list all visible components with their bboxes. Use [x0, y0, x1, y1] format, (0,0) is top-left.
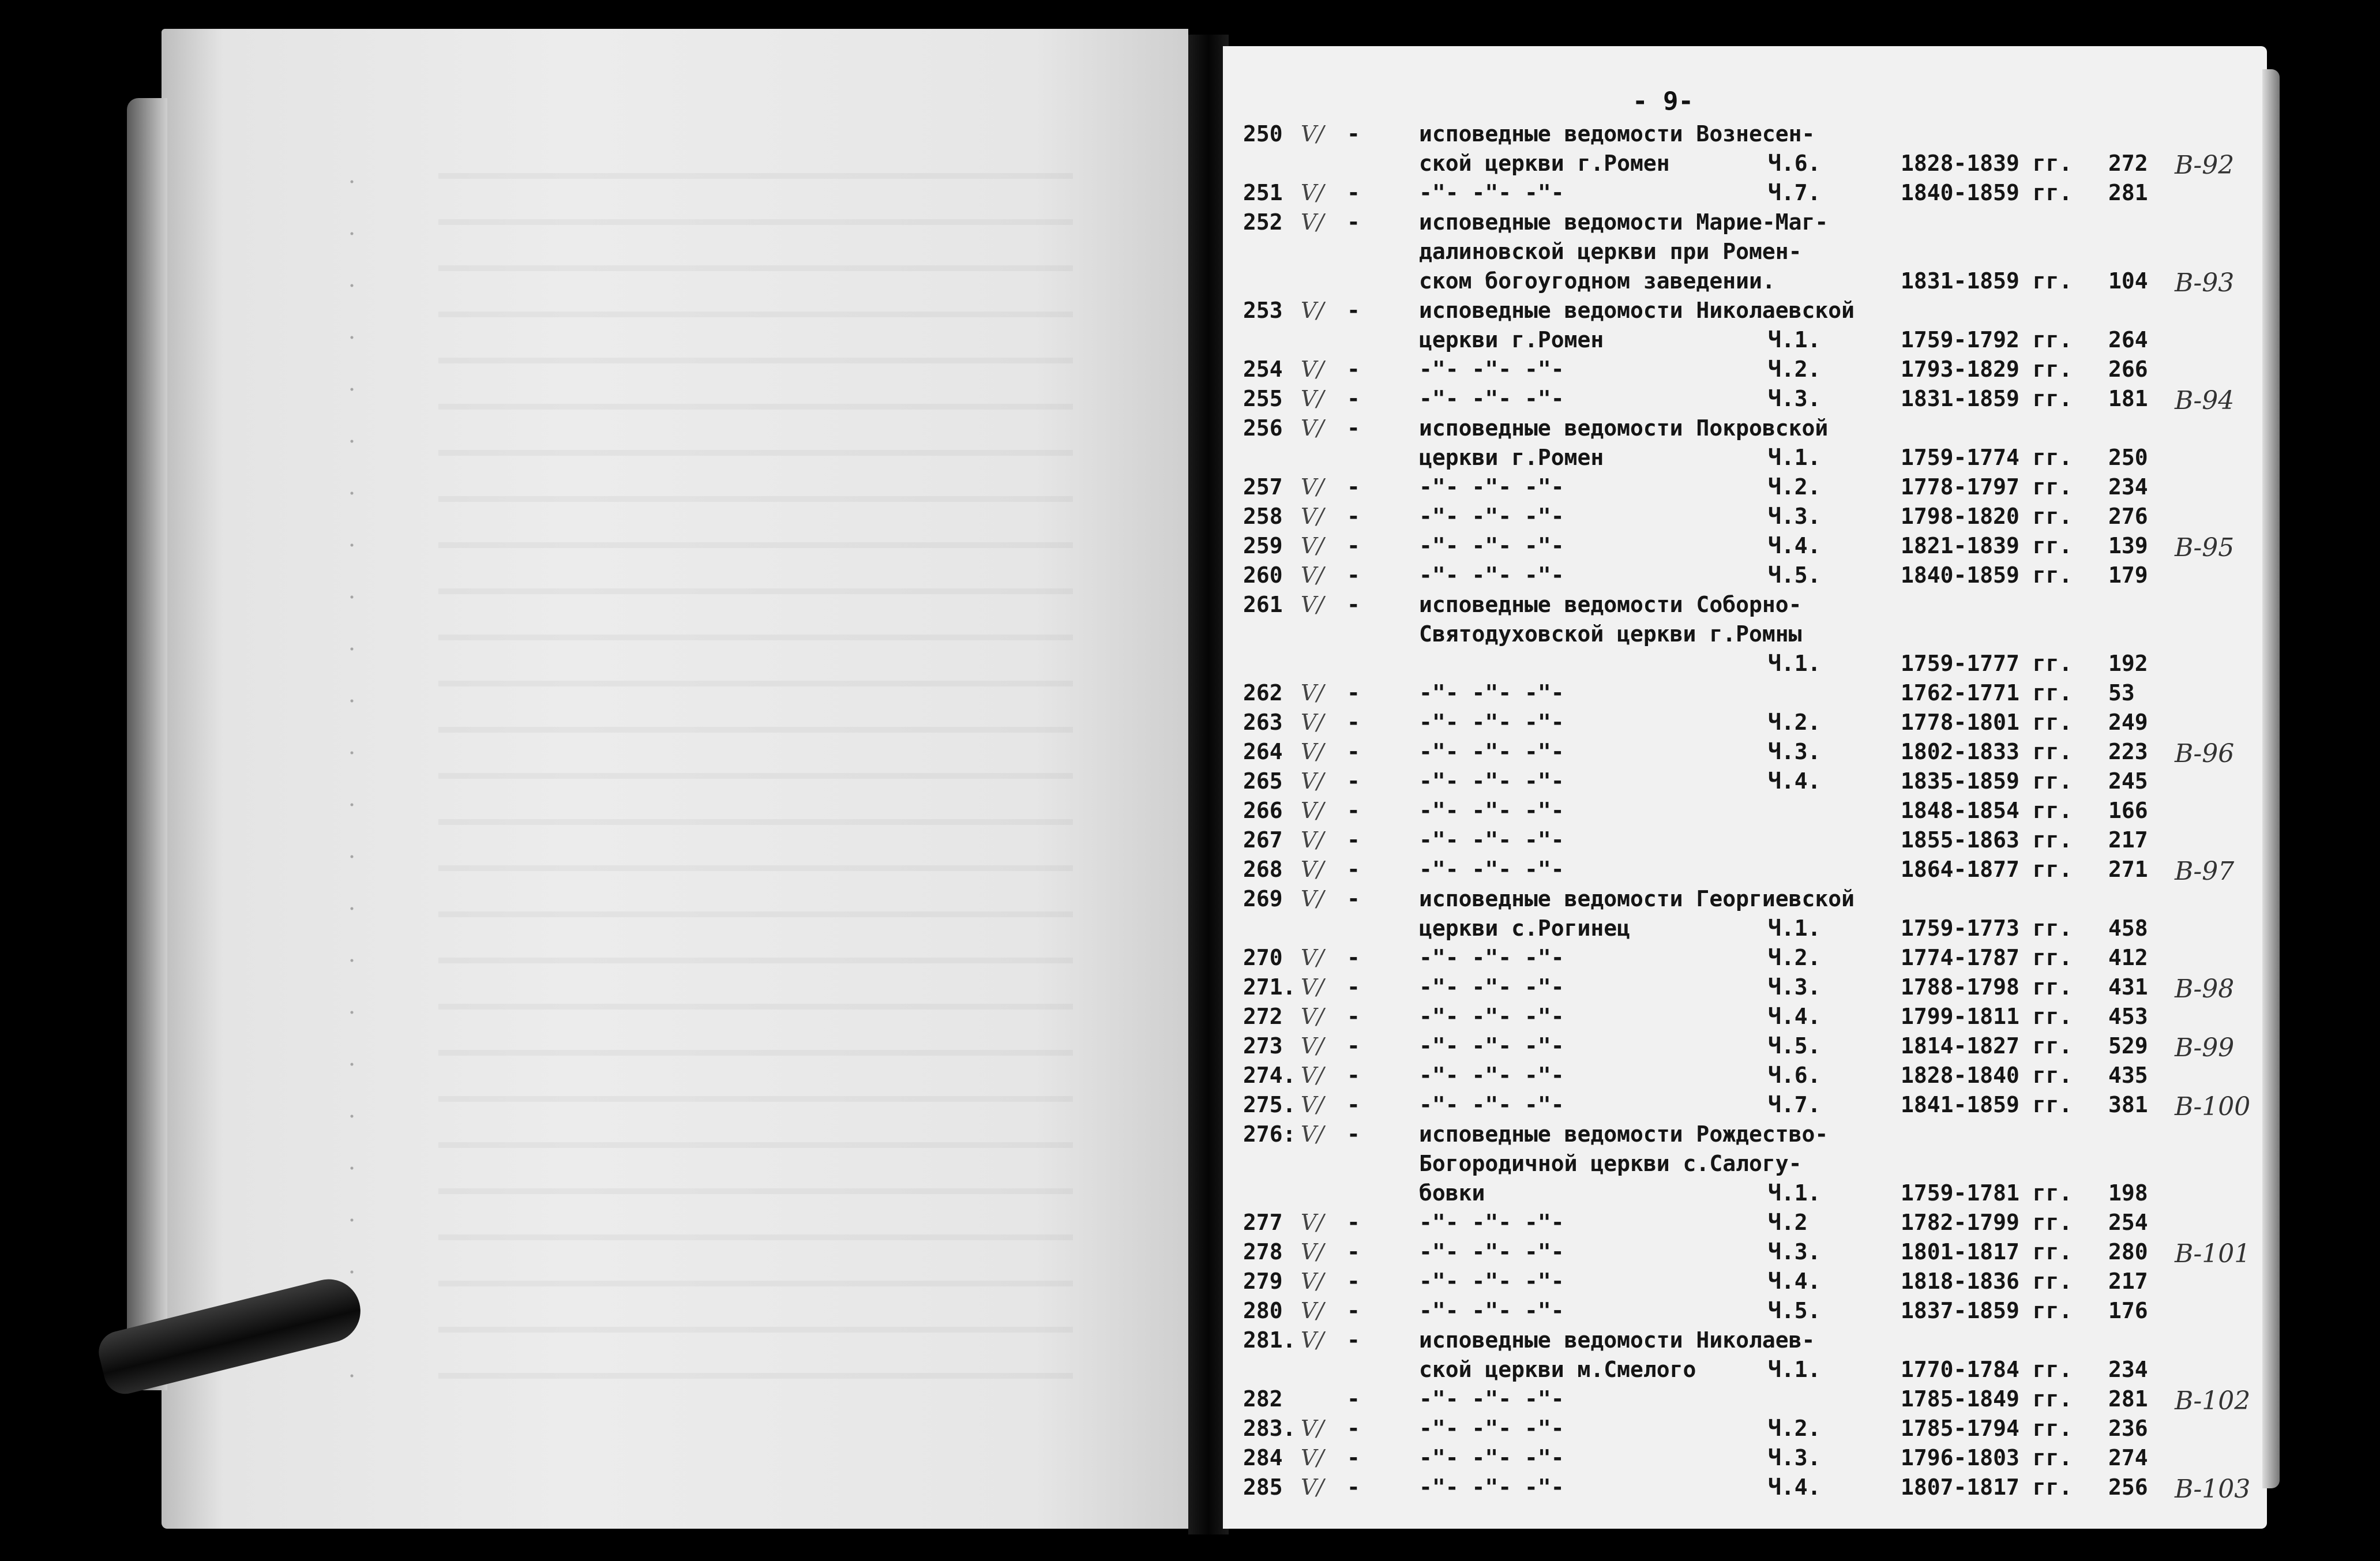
check-mark: V/	[1301, 798, 1324, 823]
check-mark: V/	[1301, 739, 1324, 764]
entry-part: Ч.2.	[1768, 710, 1821, 735]
check-mark: V/	[1301, 1210, 1324, 1235]
entry-dash: -	[1347, 1004, 1360, 1029]
entry-description: исповедные ведомости Соборно-	[1419, 592, 1802, 617]
check-mark: V/	[1301, 1121, 1324, 1147]
entry-pages: 281	[2108, 1386, 2148, 1412]
entry-years: 1835-1859 гг.	[1901, 768, 2073, 794]
entry-dash: -	[1347, 533, 1360, 558]
entry-number: 283.	[1243, 1416, 1296, 1441]
entry-description: бовки	[1419, 1180, 1485, 1206]
entry-pages: 412	[2108, 945, 2148, 970]
check-mark: V/	[1301, 680, 1324, 706]
entry-description: -"- -"- -"-	[1419, 798, 1564, 823]
entry-pages: 435	[2108, 1063, 2148, 1088]
entry-dash: -	[1347, 121, 1360, 147]
check-mark: V/	[1301, 827, 1324, 853]
entry-number: 255	[1243, 386, 1283, 411]
entry-pages: 529	[2108, 1033, 2148, 1059]
entry-pages: 256	[2108, 1474, 2148, 1500]
check-mark: V/	[1301, 974, 1324, 1000]
entry-pages: 181	[2108, 386, 2148, 411]
entry-pages: 274	[2108, 1445, 2148, 1470]
entry-part: Ч.3.	[1768, 504, 1821, 529]
entry-description: исповедные ведомости Покровской	[1419, 415, 1829, 441]
entry-description: -"- -"- -"-	[1419, 945, 1564, 970]
check-mark: V/	[1301, 562, 1324, 588]
entry-years: 1801-1817 гг.	[1901, 1239, 2073, 1264]
entry-part: Ч.6.	[1768, 151, 1821, 176]
entry-part: Ч.5.	[1768, 562, 1821, 588]
check-mark: V/	[1301, 945, 1324, 970]
entry-number: 285	[1243, 1474, 1283, 1500]
entry-part: Ч.1.	[1768, 651, 1821, 676]
entry-code: В-101	[2175, 1239, 2251, 1269]
entry-pages: 250	[2108, 445, 2148, 470]
entry-dash: -	[1347, 945, 1360, 970]
entry-part: Ч.4.	[1768, 1004, 1821, 1029]
entry-number: 266	[1243, 798, 1283, 823]
entry-code: В-102	[2175, 1386, 2251, 1416]
entry-pages: 217	[2108, 1269, 2148, 1294]
entry-number: 270	[1243, 945, 1283, 970]
entry-dash: -	[1347, 1121, 1360, 1147]
entry-dash: -	[1347, 592, 1360, 617]
entry-code: В-92	[2175, 151, 2235, 180]
entry-number: 269	[1243, 886, 1283, 911]
entry-years: 1828-1839 гг.	[1901, 151, 2073, 176]
entry-part: Ч.2.	[1768, 357, 1821, 382]
entry-pages: 223	[2108, 739, 2148, 764]
entry-pages: 198	[2108, 1180, 2148, 1206]
entry-code: В-95	[2175, 533, 2235, 562]
entry-pages: 245	[2108, 768, 2148, 794]
entry-description: -"- -"- -"-	[1419, 533, 1564, 558]
entry-description: -"- -"- -"-	[1419, 1445, 1564, 1470]
entry-years: 1785-1794 гг.	[1901, 1416, 2073, 1441]
entry-description: ской церкви г.Ромен	[1419, 151, 1670, 176]
entry-years: 1814-1827 гг.	[1901, 1033, 2073, 1059]
entry-code: В-96	[2175, 739, 2235, 768]
entry-number: 256	[1243, 415, 1283, 441]
entry-years: 1807-1817 гг.	[1901, 1474, 2073, 1500]
entry-number: 259	[1243, 533, 1283, 558]
entry-dash: -	[1347, 1063, 1360, 1088]
entry-part: Ч.1.	[1768, 445, 1821, 470]
check-mark: V/	[1301, 1474, 1324, 1500]
entry-description: -"- -"- -"-	[1419, 1004, 1564, 1029]
entry-years: 1793-1829 гг.	[1901, 357, 2073, 382]
entry-description: -"- -"- -"-	[1419, 768, 1564, 794]
check-mark: V/	[1301, 1269, 1324, 1294]
entry-pages: 254	[2108, 1210, 2148, 1235]
entry-number: 276:	[1243, 1121, 1296, 1147]
entry-years: 1802-1833 гг.	[1901, 739, 2073, 764]
check-mark: V/	[1301, 209, 1324, 235]
check-mark: V/	[1301, 768, 1324, 794]
entry-dash: -	[1347, 386, 1360, 411]
entry-part: Ч.4.	[1768, 533, 1821, 558]
entry-dash: -	[1347, 209, 1360, 235]
entry-description: церкви г.Ромен	[1419, 327, 1604, 352]
entry-description: исповедные ведомости Георгиевской	[1419, 886, 1855, 911]
entry-description: церкви г.Ромен	[1419, 445, 1604, 470]
check-mark: V/	[1301, 710, 1324, 735]
entry-years: 1831-1859 гг.	[1901, 268, 2073, 294]
check-mark: V/	[1301, 298, 1324, 323]
entry-dash: -	[1347, 562, 1360, 588]
entry-years: 1759-1774 гг.	[1901, 445, 2073, 470]
entry-description: -"- -"- -"-	[1419, 1474, 1564, 1500]
entry-part: Ч.2.	[1768, 1416, 1821, 1441]
entry-years: 1831-1859 гг.	[1901, 386, 2073, 411]
entry-part: Ч.3.	[1768, 974, 1821, 1000]
entry-pages: 271	[2108, 857, 2148, 882]
entry-part: Ч.1.	[1768, 915, 1821, 941]
entry-dash: -	[1347, 474, 1360, 500]
entry-dash: -	[1347, 974, 1360, 1000]
entry-number: 282	[1243, 1386, 1283, 1412]
entry-part: Ч.7.	[1768, 1092, 1821, 1117]
entry-number: 252	[1243, 209, 1283, 235]
entry-description: -"- -"- -"-	[1419, 1386, 1564, 1412]
entry-number: 263	[1243, 710, 1283, 735]
entry-description: далиновской церкви при Ромен-	[1419, 239, 1802, 264]
entry-description: -"- -"- -"-	[1419, 1239, 1564, 1264]
entry-part: Ч.6.	[1768, 1063, 1821, 1088]
entry-number: 257	[1243, 474, 1283, 500]
entry-pages: 234	[2108, 1357, 2148, 1382]
entry-number: 264	[1243, 739, 1283, 764]
entry-pages: 104	[2108, 268, 2148, 294]
entry-part: Ч.5.	[1768, 1298, 1821, 1323]
entry-dash: -	[1347, 415, 1360, 441]
entry-part: Ч.1.	[1768, 327, 1821, 352]
entry-description: исповедные ведомости Николаевской	[1419, 298, 1855, 323]
entry-dash: -	[1347, 1474, 1360, 1500]
entry-number: 274.	[1243, 1063, 1296, 1088]
check-mark: V/	[1301, 121, 1324, 147]
entry-description: -"- -"- -"-	[1419, 474, 1564, 500]
entry-description: -"- -"- -"-	[1419, 739, 1564, 764]
entry-dash: -	[1347, 1298, 1360, 1323]
entry-years: 1759-1792 гг.	[1901, 327, 2073, 352]
ledger-row	[0, 1474, 2380, 1509]
entry-description: -"- -"- -"-	[1419, 680, 1564, 706]
entry-pages: 280	[2108, 1239, 2148, 1264]
entry-code: В-100	[2175, 1092, 2251, 1121]
entry-number: 277	[1243, 1210, 1283, 1235]
entry-part: Ч.1.	[1768, 1357, 1821, 1382]
entry-part: Ч.5.	[1768, 1033, 1821, 1059]
check-mark: V/	[1301, 1004, 1324, 1029]
entry-years: 1788-1798 гг.	[1901, 974, 2073, 1000]
entry-number: 272	[1243, 1004, 1283, 1029]
entry-dash: -	[1347, 1416, 1360, 1441]
entry-number: 284	[1243, 1445, 1283, 1470]
entry-years: 1828-1840 гг.	[1901, 1063, 2073, 1088]
entry-dash: -	[1347, 504, 1360, 529]
check-mark: V/	[1301, 474, 1324, 500]
entry-number: 271.	[1243, 974, 1296, 1000]
entry-number: 254	[1243, 357, 1283, 382]
page-number: - 9-	[1632, 87, 1694, 116]
entry-code: В-99	[2175, 1033, 2235, 1063]
entry-code: В-94	[2175, 386, 2235, 415]
entry-description: -"- -"- -"-	[1419, 710, 1564, 735]
entry-years: 1818-1836 гг.	[1901, 1269, 2073, 1294]
entry-pages: 236	[2108, 1416, 2148, 1441]
entry-description: ском богоугодном заведении.	[1419, 268, 1775, 294]
entry-dash: -	[1347, 357, 1360, 382]
entry-years: 1778-1797 гг.	[1901, 474, 2073, 500]
entry-pages: 272	[2108, 151, 2148, 176]
entry-description: -"- -"- -"-	[1419, 562, 1564, 588]
entry-description: -"- -"- -"-	[1419, 1033, 1564, 1059]
entry-pages: 217	[2108, 827, 2148, 853]
entry-number: 258	[1243, 504, 1283, 529]
entry-number: 250	[1243, 121, 1283, 147]
entry-dash: -	[1347, 1239, 1360, 1264]
entry-pages: 166	[2108, 798, 2148, 823]
entry-number: 261	[1243, 592, 1283, 617]
entry-part: Ч.3.	[1768, 739, 1821, 764]
entry-description: -"- -"- -"-	[1419, 974, 1564, 1000]
entry-dash: -	[1347, 1210, 1360, 1235]
entry-code: В-93	[2175, 268, 2235, 298]
entry-years: 1759-1781 гг.	[1901, 1180, 2073, 1206]
entry-description: -"- -"- -"-	[1419, 1416, 1564, 1441]
entry-description: исповедные ведомости Вознесен-	[1419, 121, 1815, 147]
entry-description: -"- -"- -"-	[1419, 1063, 1564, 1088]
entry-number: 279	[1243, 1269, 1283, 1294]
entry-dash: -	[1347, 710, 1360, 735]
entry-part: Ч.3.	[1768, 386, 1821, 411]
entry-years: 1840-1859 гг.	[1901, 562, 2073, 588]
entry-pages: 381	[2108, 1092, 2148, 1117]
entry-years: 1796-1803 гг.	[1901, 1445, 2073, 1470]
entry-dash: -	[1347, 680, 1360, 706]
entry-pages: 139	[2108, 533, 2148, 558]
entry-dash: -	[1347, 768, 1360, 794]
check-mark: V/	[1301, 1033, 1324, 1059]
entry-number: 262	[1243, 680, 1283, 706]
entry-description: -"- -"- -"-	[1419, 827, 1564, 853]
entry-pages: 192	[2108, 651, 2148, 676]
entry-years: 1855-1863 гг.	[1901, 827, 2073, 853]
entry-number: 275.	[1243, 1092, 1296, 1117]
check-mark: V/	[1301, 1445, 1324, 1470]
entry-years: 1762-1771 гг.	[1901, 680, 2073, 706]
entry-years: 1785-1849 гг.	[1901, 1386, 2073, 1412]
entry-years: 1848-1854 гг.	[1901, 798, 2073, 823]
check-mark: V/	[1301, 1416, 1324, 1441]
entry-description: -"- -"- -"-	[1419, 1210, 1564, 1235]
entry-description: -"- -"- -"-	[1419, 504, 1564, 529]
entry-description: исповедные ведомости Николаев-	[1419, 1327, 1815, 1353]
check-mark: V/	[1301, 857, 1324, 882]
entry-description: церкви с.Рогинец	[1419, 915, 1631, 941]
entry-pages: 431	[2108, 974, 2148, 1000]
check-mark: V/	[1301, 504, 1324, 529]
entry-number: 265	[1243, 768, 1283, 794]
check-mark: V/	[1301, 886, 1324, 911]
entry-pages: 249	[2108, 710, 2148, 735]
check-mark: V/	[1301, 1063, 1324, 1088]
entry-years: 1774-1787 гг.	[1901, 945, 2073, 970]
entry-part: Ч.3.	[1768, 1239, 1821, 1264]
entry-description: -"- -"- -"-	[1419, 1269, 1564, 1294]
entry-dash: -	[1347, 798, 1360, 823]
check-mark: V/	[1301, 1239, 1324, 1264]
entry-number: 267	[1243, 827, 1283, 853]
entry-code: В-97	[2175, 857, 2235, 886]
entry-description: исповедные ведомости Рождество-	[1419, 1121, 1829, 1147]
entry-pages: 453	[2108, 1004, 2148, 1029]
check-mark: V/	[1301, 415, 1324, 441]
entry-description: -"- -"- -"-	[1419, 386, 1564, 411]
check-mark: V/	[1301, 533, 1324, 558]
entry-part: Ч.7.	[1768, 180, 1821, 205]
check-mark: V/	[1301, 1298, 1324, 1323]
entry-dash: -	[1347, 827, 1360, 853]
entry-description: ской церкви м.Смелого	[1419, 1357, 1696, 1382]
entry-dash: -	[1347, 298, 1360, 323]
check-mark: V/	[1301, 1327, 1324, 1353]
entry-part: Ч.4.	[1768, 1474, 1821, 1500]
entry-part: Ч.4.	[1768, 768, 1821, 794]
entry-description: -"- -"- -"-	[1419, 1092, 1564, 1117]
entry-years: 1799-1811 гг.	[1901, 1004, 2073, 1029]
entry-number: 280	[1243, 1298, 1283, 1323]
entry-code: В-98	[2175, 974, 2235, 1004]
entry-pages: 264	[2108, 327, 2148, 352]
entry-part: Ч.1.	[1768, 1180, 1821, 1206]
entry-code: В-103	[2175, 1474, 2251, 1504]
entry-years: 1759-1773 гг.	[1901, 915, 2073, 941]
entry-description: Богородичной церкви с.Салогу-	[1419, 1151, 1802, 1176]
entry-dash: -	[1347, 1092, 1360, 1117]
entry-description: -"- -"- -"-	[1419, 180, 1564, 205]
entry-years: 1837-1859 гг.	[1901, 1298, 2073, 1323]
entry-years: 1778-1801 гг.	[1901, 710, 2073, 735]
entry-number: 251	[1243, 180, 1283, 205]
entry-pages: 234	[2108, 474, 2148, 500]
entry-number: 281.	[1243, 1327, 1296, 1353]
entry-description: -"- -"- -"-	[1419, 1298, 1564, 1323]
entry-dash: -	[1347, 886, 1360, 911]
entry-pages: 276	[2108, 504, 2148, 529]
entry-pages: 179	[2108, 562, 2148, 588]
entry-years: 1840-1859 гг.	[1901, 180, 2073, 205]
entry-pages: 266	[2108, 357, 2148, 382]
entry-part: Ч.3.	[1768, 1445, 1821, 1470]
entry-number: 260	[1243, 562, 1283, 588]
entry-years: 1798-1820 гг.	[1901, 504, 2073, 529]
entry-dash: -	[1347, 180, 1360, 205]
entry-number: 273	[1243, 1033, 1283, 1059]
entry-number: 278	[1243, 1239, 1283, 1264]
entry-years: 1864-1877 гг.	[1901, 857, 2073, 882]
entry-number: 253	[1243, 298, 1283, 323]
entry-years: 1759-1777 гг.	[1901, 651, 2073, 676]
entry-dash: -	[1347, 857, 1360, 882]
entry-pages: 176	[2108, 1298, 2148, 1323]
entry-dash: -	[1347, 1445, 1360, 1470]
check-mark: V/	[1301, 180, 1324, 205]
entry-pages: 53	[2108, 680, 2135, 706]
entry-description: исповедные ведомости Марие-Маг-	[1419, 209, 1829, 235]
entry-number: 268	[1243, 857, 1283, 882]
entry-part: Ч.4.	[1768, 1269, 1821, 1294]
entry-part: Ч.2.	[1768, 474, 1821, 500]
entry-years: 1782-1799 гг.	[1901, 1210, 2073, 1235]
entry-dash: -	[1347, 1033, 1360, 1059]
entry-years: 1841-1859 гг.	[1901, 1092, 2073, 1117]
entry-years: 1821-1839 гг.	[1901, 533, 2073, 558]
entry-pages: 281	[2108, 180, 2148, 205]
entry-description: -"- -"- -"-	[1419, 857, 1564, 882]
check-mark: V/	[1301, 1092, 1324, 1117]
entry-part: Ч.2.	[1768, 945, 1821, 970]
check-mark: V/	[1301, 592, 1324, 617]
check-mark: V/	[1301, 357, 1324, 382]
entry-pages: 458	[2108, 915, 2148, 941]
entry-years: 1770-1784 гг.	[1901, 1357, 2073, 1382]
entry-dash: -	[1347, 1269, 1360, 1294]
entry-dash: -	[1347, 739, 1360, 764]
entry-description: Святодуховской церкви г.Ромны	[1419, 621, 1802, 647]
entry-description: -"- -"- -"-	[1419, 357, 1564, 382]
check-mark: V/	[1301, 386, 1324, 411]
entry-part: Ч.2	[1768, 1210, 1808, 1235]
entry-dash: -	[1347, 1386, 1360, 1412]
entry-dash: -	[1347, 1327, 1360, 1353]
